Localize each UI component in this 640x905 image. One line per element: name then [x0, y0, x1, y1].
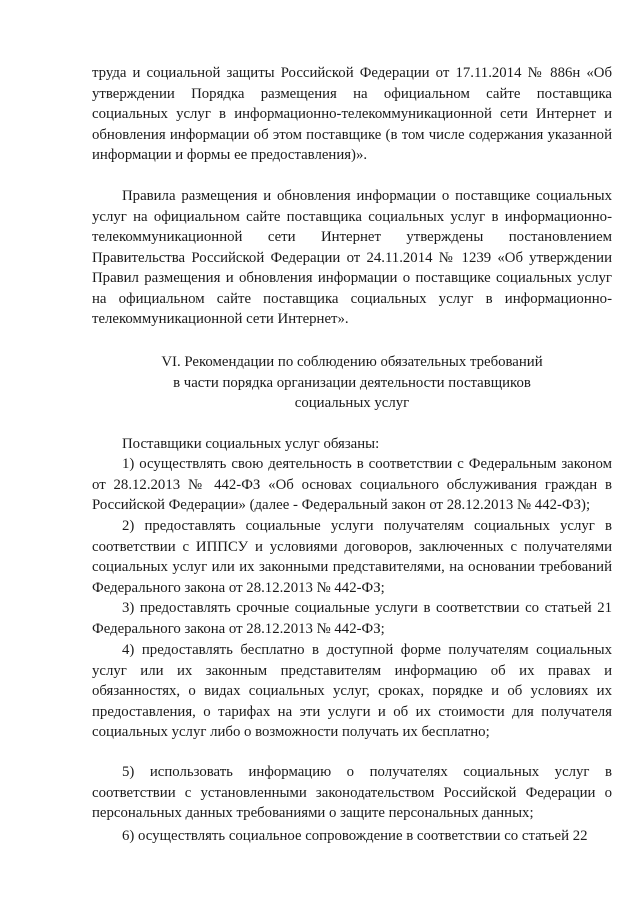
- obligation-item: 3) предоставлять срочные социальные услуги в соответствии со статьей 21 Федерального закона от 28.12.2013 № 442-ФЗ;: [92, 600, 612, 637]
- paragraph-continuation: труда и социальной защиты Российской Федерации от 17.11.2014 № 886н «Об утверждении Порядка размещения на официальном сайте поставщика социальных услуг в информационно-телекоммуникационной сети Интернет и обновления информации об этом поставщике (в том числе содержания указанной информации и формы ее предоставления)».: [92, 65, 612, 163]
- section-heading-line: VI. Рекомендации по соблюдению обязательных требований: [161, 354, 543, 370]
- section-heading-line: в части порядка организации деятельности поставщиков: [173, 374, 531, 391]
- paragraph-rules: Правила размещения и обновления информации о поставщике социальных услуг на официальном сайте поставщика социальных услуг в информационно-телекоммуникационной сети Интернет утверждены постановлением Правительства Российской Федерации от 24.11.2014 № 1239 «Об утверждении Правил размещения и обновления информации о поставщике социальных услуг на официальном сайте поставщика социальных услуг в информационно-телекоммуникационной сети Интернет».: [92, 188, 612, 327]
- obligations-intro: Поставщики социальных услуг обязаны:: [122, 436, 380, 452]
- obligation-item: 6) осуществлять социальное сопровождение в соответствии со статьей 22: [122, 828, 588, 844]
- section-heading: [92, 352, 612, 414]
- obligation-item: 4) предоставлять бесплатно в доступной форме получателям социальных услуг или их законным представителям информацию об их правах и обязанностях, о видах социальных услуг, сроках, порядке и об условиях их предоставления, о тарифах на эти услуги и об их стоимости для получателя социальных услуг либо о возможности получать их бесплатно;: [92, 642, 612, 740]
- obligation-item: 1) осуществлять свою деятельность в соответствии с Федеральным законом от 28.12.2013 № 442-ФЗ «Об основах социального обслуживания граждан в Российской Федерации» (далее - Федеральный закон от 28.12.2013 № 442-ФЗ);: [92, 456, 612, 513]
- obligation-item: 5) использовать информацию о получателях социальных услуг в соответствии с установленными законодательством Российской Федерации о персональных данных требованиями о защите персональных данных;: [92, 764, 612, 821]
- obligation-item: 2) предоставлять социальные услуги получателям социальных услуг в соответствии с ИППСУ и условиями договоров, заключенных с получателями социальных услуг или их законными представителями, на основании требований Федерального закона от 28.12.2013 № 442-ФЗ;: [92, 518, 612, 596]
- section-heading-line: социальных услуг: [294, 395, 410, 411]
